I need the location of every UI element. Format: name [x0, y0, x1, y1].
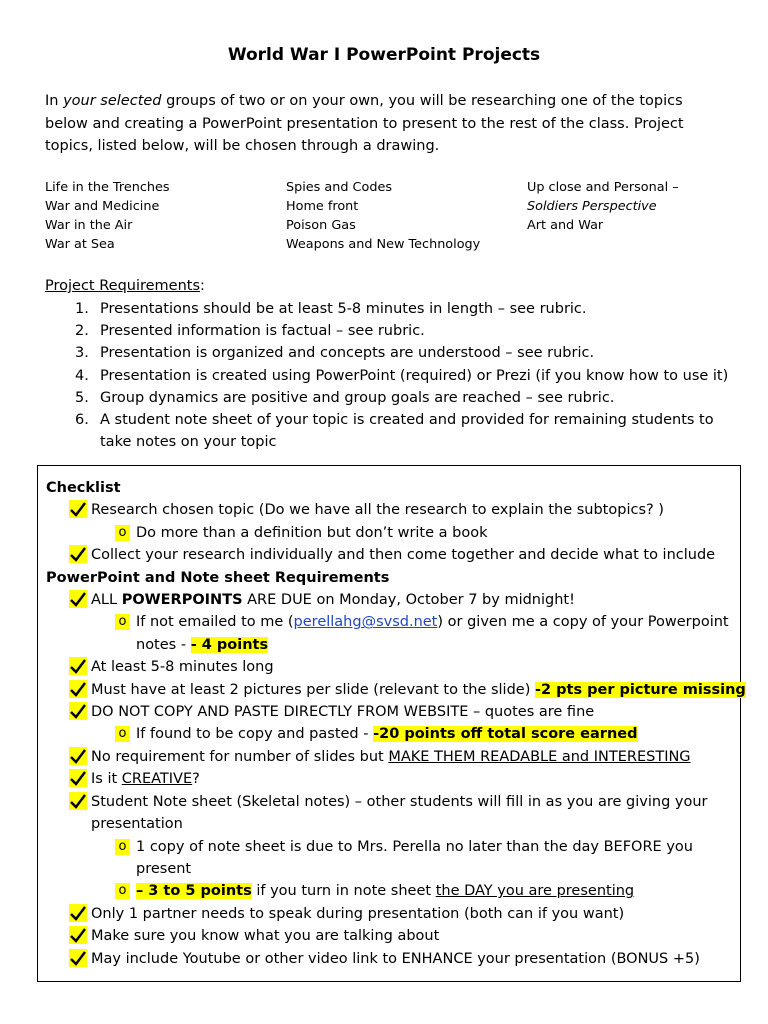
checklist-subitem-email [46, 611, 736, 633]
check-mark-icon [69, 590, 87, 608]
intro-text-start: In [45, 93, 64, 109]
topic-item: War at Sea [45, 237, 115, 252]
topic-column-1 [45, 178, 170, 254]
topic-item: Weapons and New Technology [286, 237, 481, 252]
requirement-item [75, 387, 735, 409]
check-mark-icon [69, 657, 87, 675]
requirement-number: 4. [75, 367, 89, 384]
checklist-subitem-note-sheet-due [46, 836, 736, 881]
checklist-subitem-email-continued [46, 634, 736, 656]
email-link[interactable]: perellahg@svsd.net [293, 614, 438, 631]
requirement-text: Group dynamics are positive and group goals are reached – see rubric. [100, 389, 615, 406]
powerpoint-requirements-heading: PowerPoint and Note sheet Requirements [46, 569, 390, 586]
check-mark-icon [69, 949, 87, 967]
intro-italic-text: your selected [63, 93, 162, 109]
checklist-item-text: Make sure you know what you are talking about [91, 928, 440, 945]
check-mark-icon [69, 747, 87, 765]
email-penalty-highlight: - 4 points [190, 636, 269, 653]
requirement-number: 5. [75, 389, 89, 406]
requirement-number: 6. [75, 412, 89, 429]
checklist-item-length [46, 656, 736, 678]
requirements-list [75, 298, 735, 453]
requirement-text: Presented information is factual – see rubric. [100, 323, 425, 340]
requirement-text: Presentation is organized and concepts are understood – see rubric. [100, 345, 595, 362]
intro-paragraph [45, 90, 695, 158]
slides-text-underlined: MAKE THEM READABLE and INTERESTING [388, 748, 691, 765]
check-mark-icon [69, 769, 87, 787]
checklist-item-partner [46, 903, 736, 925]
checklist-item-text: DO NOT COPY AND PASTE DIRECTLY FROM WEBSITE – quotes are fine [91, 704, 595, 721]
topic-item: Life in the Trenches [45, 180, 170, 195]
requirement-number: 3. [75, 345, 89, 362]
pictures-penalty-highlight: -2 pts per picture missing [534, 681, 746, 698]
requirement-item [75, 298, 735, 320]
check-mark-icon [69, 926, 87, 944]
checklist-item-youtube [46, 948, 736, 970]
creative-text-start: Is it [91, 771, 122, 788]
checklist-item-text: Must have at least 2 pictures per slide (relevant to the slide) [91, 681, 535, 698]
topic-column-2 [286, 178, 480, 254]
topic-item: Home front [286, 199, 359, 214]
requirement-number: 1. [75, 301, 89, 317]
check-mark-icon [69, 904, 87, 922]
check-mark-icon [69, 680, 87, 698]
email-text-line2: notes - [136, 636, 191, 653]
intro-text-end: groups of two or on your own, you will be researching one of the topics below and creating a PowerPoint presentation to present to the rest of the class. Project topics, listed below, will be chosen through a drawing. [45, 93, 684, 154]
due-text-start: ALL [91, 592, 122, 609]
requirement-number: 2. [75, 323, 89, 340]
checklist-heading: Checklist [46, 480, 121, 496]
checklist-subitem-copy [46, 723, 736, 745]
page-title: World War I PowerPoint Projects [227, 45, 541, 65]
checklist-item-due-date [46, 589, 736, 611]
requirement-text: Presentation is created using PowerPoint (required) or Prezi (if you know how to use it) [100, 367, 729, 384]
checklist-item-slides [46, 746, 736, 768]
topic-item: War in the Air [45, 218, 133, 233]
checklist-subitem-research [46, 522, 736, 544]
requirement-item [75, 342, 735, 364]
check-mark-icon [69, 792, 87, 810]
email-text-end: ) or given me a copy of your Powerpoint [437, 614, 729, 631]
requirements-heading-text: Project Requirements [45, 278, 201, 294]
topic-column-3 [527, 178, 679, 235]
checklist-item-pictures [46, 679, 746, 701]
checklist-item-know-topic [46, 925, 736, 947]
requirement-text: Presentations should be at least 5-8 minutes in length – see rubric. [100, 301, 587, 317]
requirement-item [75, 365, 735, 387]
due-text-end: ARE DUE on Monday, October 7 by midnight! [242, 592, 575, 609]
checklist-item-text: Collect your research individually and then come together and decide what to include [91, 547, 716, 564]
circle-bullet-icon: o [115, 525, 130, 541]
copy-subitem-text: If found to be copy and pasted - [136, 726, 374, 743]
email-text-start: If not emailed to me ( [136, 614, 294, 631]
check-mark-icon [69, 702, 87, 720]
requirement-text: A student note sheet of your topic is created and provided for remaining students to take notes on your topic [100, 412, 714, 451]
topic-item: Art and War [527, 218, 604, 233]
checklist-subitem-late-penalty [46, 880, 736, 902]
requirements-heading [45, 278, 205, 294]
late-penalty-highlight: – 3 to 5 points [136, 883, 252, 900]
checklist-item-collect [46, 544, 736, 566]
requirement-item [75, 320, 735, 342]
checklist-item-creative [46, 768, 736, 790]
copy-penalty-highlight: -20 points off total score earned [373, 726, 638, 743]
requirement-item [75, 409, 735, 453]
checklist-item-text: May include Youtube or other video link to ENHANCE your presentation (BONUS +5) [91, 950, 700, 967]
slides-text-start: No requirement for number of slides but [91, 748, 389, 765]
topic-item: Soldiers Perspective [527, 199, 657, 214]
circle-bullet-icon: o [115, 883, 130, 899]
checklist-item-research [46, 499, 736, 521]
checklist-item-no-copy [46, 701, 736, 723]
check-mark-icon [69, 500, 87, 518]
topic-item: War and Medicine [45, 199, 160, 214]
checklist-item-text: Research chosen topic (Do we have all the research to explain the subtopics? ) [91, 502, 664, 519]
checklist-item-text: At least 5-8 minutes long [91, 659, 274, 676]
creative-text-end: ? [192, 771, 200, 788]
circle-bullet-icon: o [115, 614, 130, 630]
checklist-subitem-text: Do more than a definition but don’t write a book [136, 524, 488, 541]
due-text-bold: POWERPOINTS [121, 592, 243, 609]
check-mark-icon [69, 545, 87, 563]
notesheet-subitem-text: 1 copy of note sheet is due to Mrs. Perella no later than the day BEFORE you present [136, 838, 693, 877]
late-text: if you turn in note sheet [251, 883, 436, 900]
topic-item: Spies and Codes [286, 180, 392, 195]
circle-bullet-icon: o [115, 839, 130, 855]
checklist-item-text: Student Note sheet (Skeletal notes) – other students will fill in as you are giving your presentation [91, 793, 708, 833]
topic-item: Up close and Personal – [527, 180, 679, 195]
checklist-item-text: Only 1 partner needs to speak during presentation (both can if you want) [91, 905, 625, 922]
requirements-heading-colon: : [200, 278, 205, 294]
topic-item: Poison Gas [286, 218, 356, 233]
late-text-underlined: the DAY you are presenting [435, 883, 635, 900]
checklist-item-note-sheet [46, 791, 736, 836]
checklist-box [37, 465, 746, 982]
creative-text-underlined: CREATIVE [121, 771, 193, 788]
circle-bullet-icon: o [115, 726, 130, 742]
checklist-content [46, 477, 746, 970]
